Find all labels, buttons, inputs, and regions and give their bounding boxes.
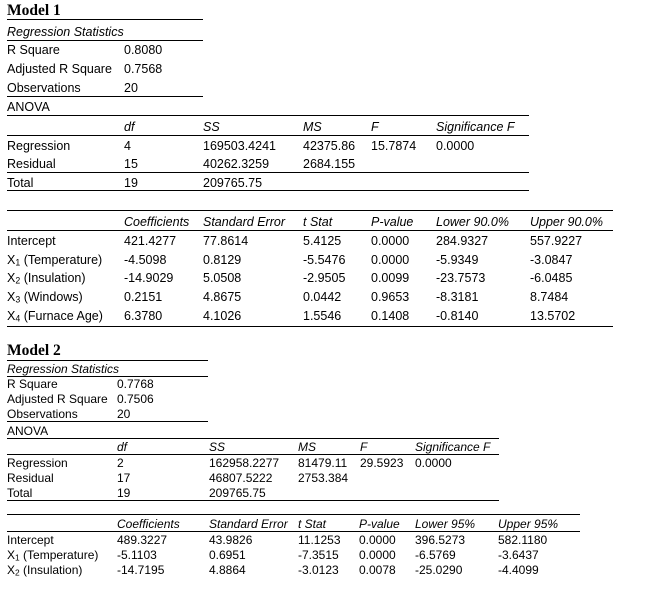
lower-value: 396.5273 xyxy=(415,533,466,547)
anova-df: 19 xyxy=(117,486,131,500)
anova-ms: 42375.86 xyxy=(303,139,356,153)
anova-ss: 162958.2277 xyxy=(209,456,280,470)
divider xyxy=(7,96,203,97)
lower-value: -0.8140 xyxy=(436,309,479,323)
model2-regstats-heading: Regression Statistics xyxy=(7,362,120,376)
row-label: Regression xyxy=(7,139,71,153)
model1-rsquare-label: R Square xyxy=(7,43,60,57)
model2-col-coef: Coefficients xyxy=(117,517,180,531)
tstat-value: 5.4125 xyxy=(303,234,342,248)
anova-sigf: 0.0000 xyxy=(436,139,475,153)
pvalue-value: 0.0000 xyxy=(359,548,396,562)
model2-rsquare-value: 0.7768 xyxy=(117,377,154,391)
upper-value: 557.9227 xyxy=(530,234,583,248)
row-label: $X_1$ (Temperature) xyxy=(7,253,103,268)
se-value: 4.8864 xyxy=(209,563,246,577)
tstat-value: 11.1253 xyxy=(298,533,341,547)
model1-observations-value: 20 xyxy=(124,81,138,95)
tstat-value: -7.3515 xyxy=(298,548,339,562)
anova-ms: 81479.11 xyxy=(298,456,348,470)
divider xyxy=(7,210,613,211)
model1-col-upper: Upper 90.0% xyxy=(530,215,603,229)
model1-regstats-heading: Regression Statistics xyxy=(7,25,124,39)
lower-value: -6.5769 xyxy=(415,548,456,562)
model1-adj-rsquare-value: 0.7568 xyxy=(124,62,163,76)
row-label: Total xyxy=(7,486,33,500)
coef-value: 0.2151 xyxy=(124,290,163,304)
row-label: Residual xyxy=(7,157,56,171)
divider xyxy=(7,190,529,191)
anova-ss: 209765.75 xyxy=(209,486,266,500)
divider xyxy=(7,531,580,532)
model2-anova-col-ms: MS xyxy=(298,440,316,454)
row-label: $X_1$ (Temperature) xyxy=(7,548,99,563)
lower-value: -5.9349 xyxy=(436,253,479,267)
model1-anova-col-df: df xyxy=(124,120,135,134)
anova-df: 2 xyxy=(117,456,124,470)
pvalue-value: 0.0000 xyxy=(371,253,410,267)
row-label: $X_2$ (Insulation) xyxy=(7,271,86,286)
upper-value: -3.6437 xyxy=(498,548,539,562)
anova-df: 17 xyxy=(117,471,131,485)
tstat-value: -5.5476 xyxy=(303,253,346,267)
pvalue-value: 0.9653 xyxy=(371,290,410,304)
model2-anova-heading: ANOVA xyxy=(7,424,49,438)
upper-value: -4.4099 xyxy=(498,563,539,577)
upper-value: 13.5702 xyxy=(530,309,576,323)
divider xyxy=(7,115,529,116)
divider xyxy=(7,135,529,136)
model2-col-tstat: t Stat xyxy=(298,517,327,531)
model1-anova-heading: ANOVA xyxy=(7,100,50,114)
row-label: Intercept xyxy=(7,533,54,547)
model1-rsquare-value: 0.8080 xyxy=(124,43,163,57)
anova-ss: 209765.75 xyxy=(203,176,263,190)
anova-sigf: 0.0000 xyxy=(415,456,452,470)
se-value: 5.0508 xyxy=(203,271,242,285)
row-label: Residual xyxy=(7,471,54,485)
model2-col-pvalue: P-value xyxy=(359,517,400,531)
pvalue-value: 0.0000 xyxy=(359,533,396,547)
se-value: 0.6951 xyxy=(209,548,246,562)
row-label: $X_3$ (Windows) xyxy=(7,290,83,305)
divider xyxy=(7,40,203,41)
model2-anova-col-sigf: Significance F xyxy=(415,440,491,454)
divider xyxy=(7,360,208,361)
coef-value: 489.3227 xyxy=(117,533,168,547)
se-value: 4.1026 xyxy=(203,309,242,323)
model1-anova-col-ms: MS xyxy=(303,120,322,134)
divider xyxy=(7,438,499,439)
model2-anova-col-f: F xyxy=(360,440,368,454)
se-value: 77.8614 xyxy=(203,234,249,248)
anova-ss: 169503.4241 xyxy=(203,139,276,153)
model1-col-lower: Lower 90.0% xyxy=(436,215,509,229)
row-label: Total xyxy=(7,176,34,190)
divider xyxy=(7,421,208,422)
row-label: Regression xyxy=(7,456,68,470)
anova-f: 29.5923 xyxy=(360,456,404,470)
model1-col-se: Standard Error xyxy=(203,215,285,229)
model2-col-upper: Upper 95% xyxy=(498,517,559,531)
tstat-value: 0.0442 xyxy=(303,290,342,304)
tstat-value: 1.5546 xyxy=(303,309,342,323)
row-label: Intercept xyxy=(7,234,56,248)
divider xyxy=(7,514,580,515)
model2-rsquare-label: R Square xyxy=(7,377,58,391)
model1-col-pvalue: P-value xyxy=(371,215,414,229)
coef-value: 6.3780 xyxy=(124,309,163,323)
model1-adj-rsquare-label: Adjusted R Square xyxy=(7,62,112,76)
row-label: $X_4$ (Furnace Age) xyxy=(7,309,103,324)
divider xyxy=(7,500,499,501)
anova-ms: 2684.155 xyxy=(303,157,356,171)
pvalue-value: 0.1408 xyxy=(371,309,410,323)
anova-ms: 2753.384 xyxy=(298,471,349,485)
upper-value: 8.7484 xyxy=(530,290,569,304)
model2-adj-rsquare-value: 0.7506 xyxy=(117,392,154,406)
pvalue-value: 0.0000 xyxy=(371,234,410,248)
model1-observations-label: Observations xyxy=(7,81,81,95)
divider xyxy=(7,19,203,20)
divider xyxy=(7,326,613,327)
model1-col-tstat: t Stat xyxy=(303,215,333,229)
lower-value: -23.7573 xyxy=(436,271,486,285)
upper-value: 582.1180 xyxy=(498,533,548,547)
anova-df: 19 xyxy=(124,176,138,190)
anova-f: 15.7874 xyxy=(371,139,417,153)
row-label: $X_2$ (Insulation) xyxy=(7,563,83,578)
model2-adj-rsquare-label: Adjusted R Square xyxy=(7,392,108,406)
anova-df: 15 xyxy=(124,157,138,171)
anova-df: 4 xyxy=(124,139,131,153)
divider xyxy=(7,454,499,455)
upper-value: -6.0485 xyxy=(530,271,573,285)
se-value: 43.9826 xyxy=(209,533,253,547)
model2-anova-col-ss: SS xyxy=(209,440,226,454)
model1-anova-col-ss: SS xyxy=(203,120,220,134)
coef-value: -14.9029 xyxy=(124,271,174,285)
tstat-value: -3.0123 xyxy=(298,563,339,577)
model2-observations-value: 20 xyxy=(117,407,131,421)
model2-col-lower: Lower 95% xyxy=(415,517,476,531)
model2-observations-label: Observations xyxy=(7,407,78,421)
pvalue-value: 0.0099 xyxy=(371,271,410,285)
coef-value: -5.1103 xyxy=(117,548,157,562)
model2-title: Model 2 xyxy=(7,342,61,359)
model2-col-se: Standard Error xyxy=(209,517,288,531)
anova-ss: 40262.3259 xyxy=(203,157,270,171)
model1-anova-col-sigf: Significance F xyxy=(436,120,515,134)
lower-value: 284.9327 xyxy=(436,234,489,248)
coef-value: -14.7195 xyxy=(117,563,165,577)
se-value: 4.8675 xyxy=(203,290,242,304)
pvalue-value: 0.0078 xyxy=(359,563,396,577)
coef-value: -4.5098 xyxy=(124,253,167,267)
tstat-value: -2.9505 xyxy=(303,271,346,285)
anova-ss: 46807.5222 xyxy=(209,471,273,485)
model1-title: Model 1 xyxy=(7,2,61,19)
model2-anova-col-df: df xyxy=(117,440,128,454)
lower-value: -25.0290 xyxy=(415,563,463,577)
divider xyxy=(7,172,529,173)
coef-value: 421.4277 xyxy=(124,234,177,248)
model1-anova-col-f: F xyxy=(371,120,379,134)
upper-value: -3.0847 xyxy=(530,253,573,267)
model1-col-coef: Coefficients xyxy=(124,215,190,229)
se-value: 0.8129 xyxy=(203,253,242,267)
divider xyxy=(7,230,613,231)
lower-value: -8.3181 xyxy=(436,290,479,304)
